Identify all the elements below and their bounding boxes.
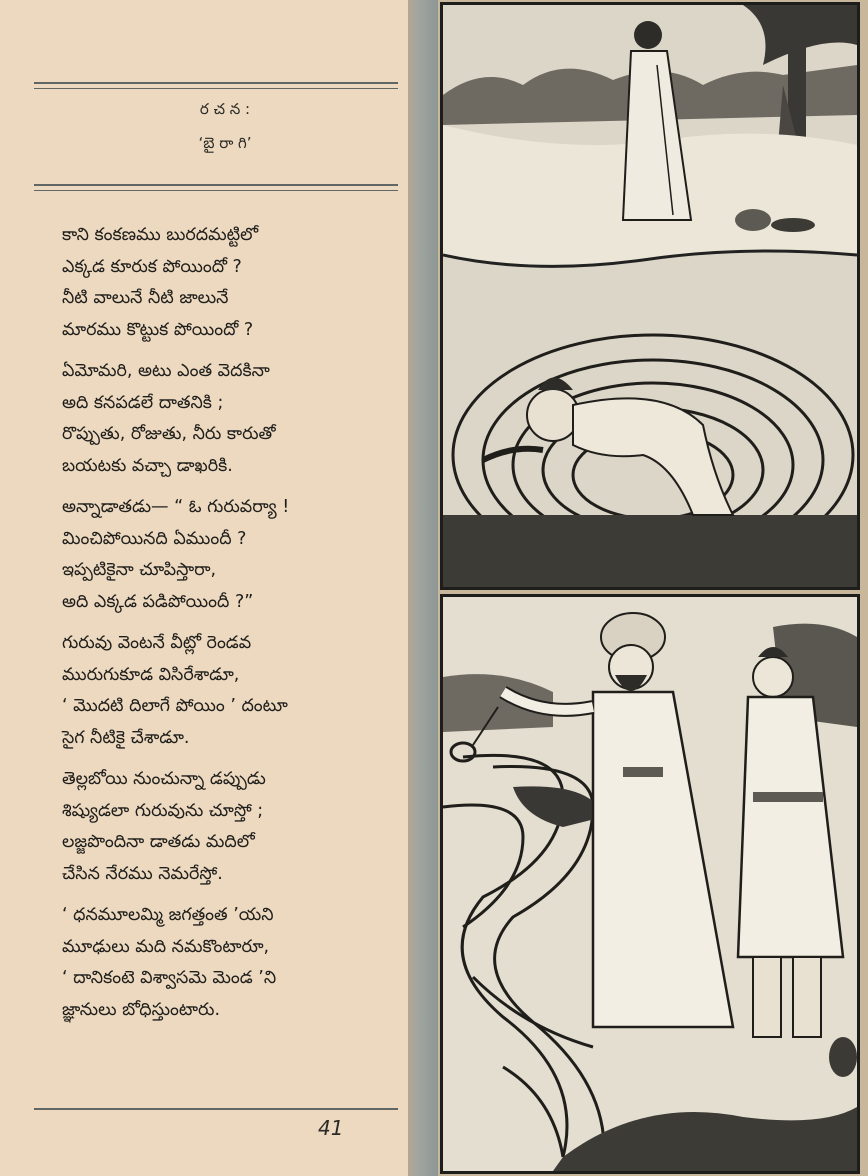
poem-line: బయటకు వచ్చా డాఖరికి. [62, 455, 233, 476]
poem-line: కాని కంకణము బురదమట్టిలో [62, 225, 259, 245]
poem-line: జ్ఞానులు బోధిస్తుంటారు. [62, 999, 221, 1020]
illustration-top [440, 2, 860, 590]
stanza [62, 356, 402, 482]
poem-line: చేసిన నేరము నెమరేస్తో. [62, 863, 223, 884]
illustration-bottom [440, 594, 860, 1174]
poem-line: మించిపోయినది ఏముందీ ? [62, 528, 247, 549]
poem [62, 220, 402, 1036]
stanza [62, 628, 402, 754]
poem-line: శిష్యుడలా గురువును చూస్తో ; [62, 800, 264, 821]
poem-line: నీటి వాలునే నీటి జాలునే [62, 288, 229, 308]
illustration-search-scene [443, 5, 857, 587]
stanza [62, 220, 402, 346]
poem-line: లజ్జపొందినా డాతడు మదిలో [62, 832, 255, 852]
mid-rule [34, 184, 398, 186]
poem-line: ‘ ధనమూలమ్మి జగత్తంత ’యని [62, 905, 274, 925]
poem-line: ఎక్కడ కూరుక పోయిందో ? [62, 256, 242, 277]
poem-line: మురుగుకూడ విసిరేశాడూ, [62, 664, 240, 685]
stanza [62, 764, 402, 890]
bottom-rule [34, 1108, 398, 1110]
poem-line: అన్నాడాతడు— “ ఓ గురువర్యా ! [62, 497, 290, 517]
text-column [0, 0, 410, 1176]
poem-line: అది కనపడలే దాతనికి ; [62, 392, 224, 413]
stanza [62, 900, 402, 1026]
mid-rule-thin [34, 190, 398, 191]
poem-line: సైగ నీటికై చేశాడూ. [62, 727, 190, 748]
credit-label: ర చ న : [199, 100, 251, 118]
poem-line: రొప్పుతు, రోజుతు, నీరు కారుతో [62, 424, 276, 444]
poem-line: తెల్లబోయి నుంచున్నా డప్పుడు [62, 769, 266, 789]
poem-line: ఇప్పటికైనా చూపిస్తారా, [62, 560, 217, 580]
stanza [62, 492, 402, 618]
poem-line: ‘ మొదటి దిలాగే పోయిం ’ దంటూ [62, 696, 288, 716]
author-name: ‘బై రా గి’ [198, 134, 252, 152]
top-rule-thin [34, 88, 398, 89]
top-rule [34, 82, 398, 84]
page-gutter [408, 0, 438, 1176]
poem-line: మూఢులు మది నమకొంటారూ, [62, 936, 270, 957]
page-number: 41 [318, 1116, 344, 1140]
poem-line: గురువు వెంటనే వీట్లో రెండవ [62, 633, 252, 653]
poem-line: అది ఎక్కడ పడిపోయిందీ ?” [62, 591, 254, 612]
poem-line: ఏమోమరి, అటు ఎంత వెదకినా [62, 361, 270, 381]
poem-line: మారము కొట్టుక పోయిందో ? [62, 319, 254, 340]
illustration-throwing-scene [443, 597, 857, 1171]
poem-line: ‘ దానికంటె విశ్వాసమె మెండ ’ని [62, 968, 277, 988]
